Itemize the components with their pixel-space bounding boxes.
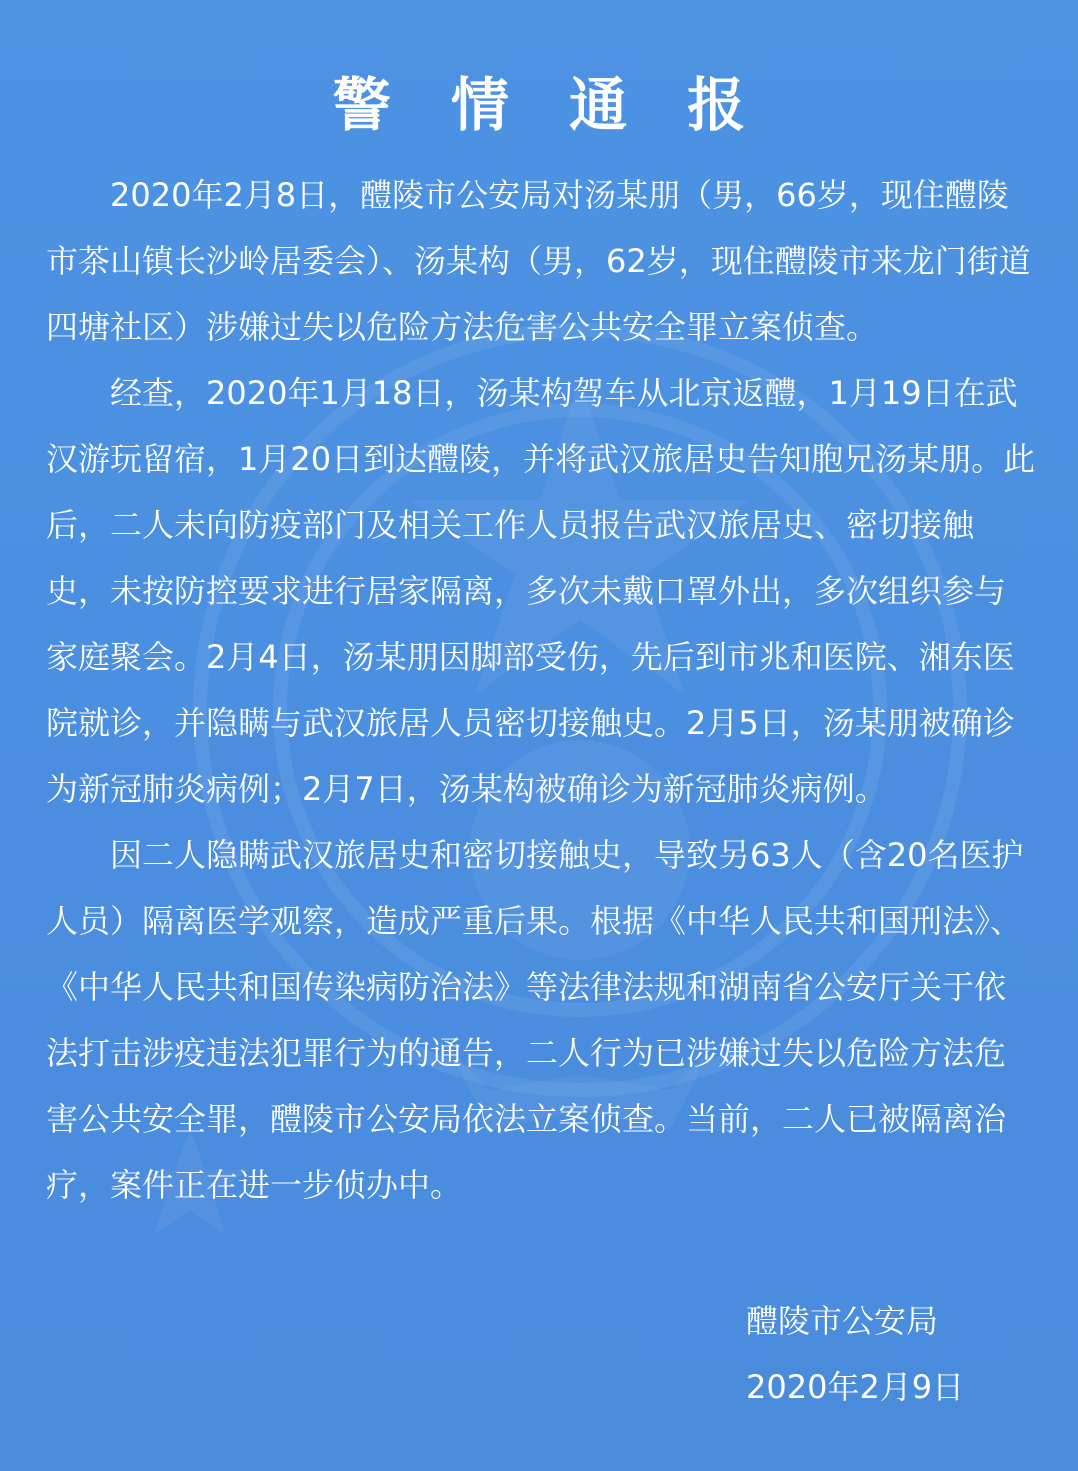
- paragraph-investigation: 经查，2020年1月18日，汤某构驾车从北京返醴，1月19日在武汉游玩留宿，1月20日到达醴陵，并将武汉旅居史告知胞兄汤某朋。此后，二人未向防疫部门及相关工作人员报告武汉旅居史、密切接触史，未按防控要求进行居家隔离，多次未戴口罩外出，多次组织参与家庭聚会。2月4日，汤某朋因脚部受伤，先后到市兆和医院、湘东医院就诊，并隐瞒与武汉旅居人员密切接触史。2月5日，汤某朋被确诊为新冠肺炎病例；2月7日，汤某构被确诊为新冠肺炎病例。: [46, 374, 1036, 808]
- signature-date: 2020年2月9日: [746, 1368, 965, 1406]
- paragraph-consequences: 因二人隐瞒武汉旅居史和密切接触史，导致另63人（含20名医护人员）隔离医学观察，造成严重后果。根据《中华人民共和国刑法》、《中华人民共和国传染病防治法》等法律法规和湖南省公安厅关于依法打击涉疫违法犯罪行为的通告，二人行为已涉嫌过失以危险方法危害公共安全罪，醴陵市公安局依法立案侦查。当前，二人已被隔离治疗，案件正在进一步侦办中。: [46, 836, 1024, 1204]
- paragraph-case-filed: 2020年2月8日，醴陵市公安局对汤某朋（男，66岁，现住醴陵市茶山镇长沙岭居委会）、汤某构（男，62岁，现住醴陵市来龙门街道四塘社区）涉嫌过失以危险方法危害公共安全罪立案侦查。: [46, 176, 1031, 346]
- signature-org: 醴陵市公安局: [746, 1302, 939, 1340]
- notice-title: 警 情 通 报: [332, 71, 766, 139]
- notice-body: [46, 162, 1036, 1218]
